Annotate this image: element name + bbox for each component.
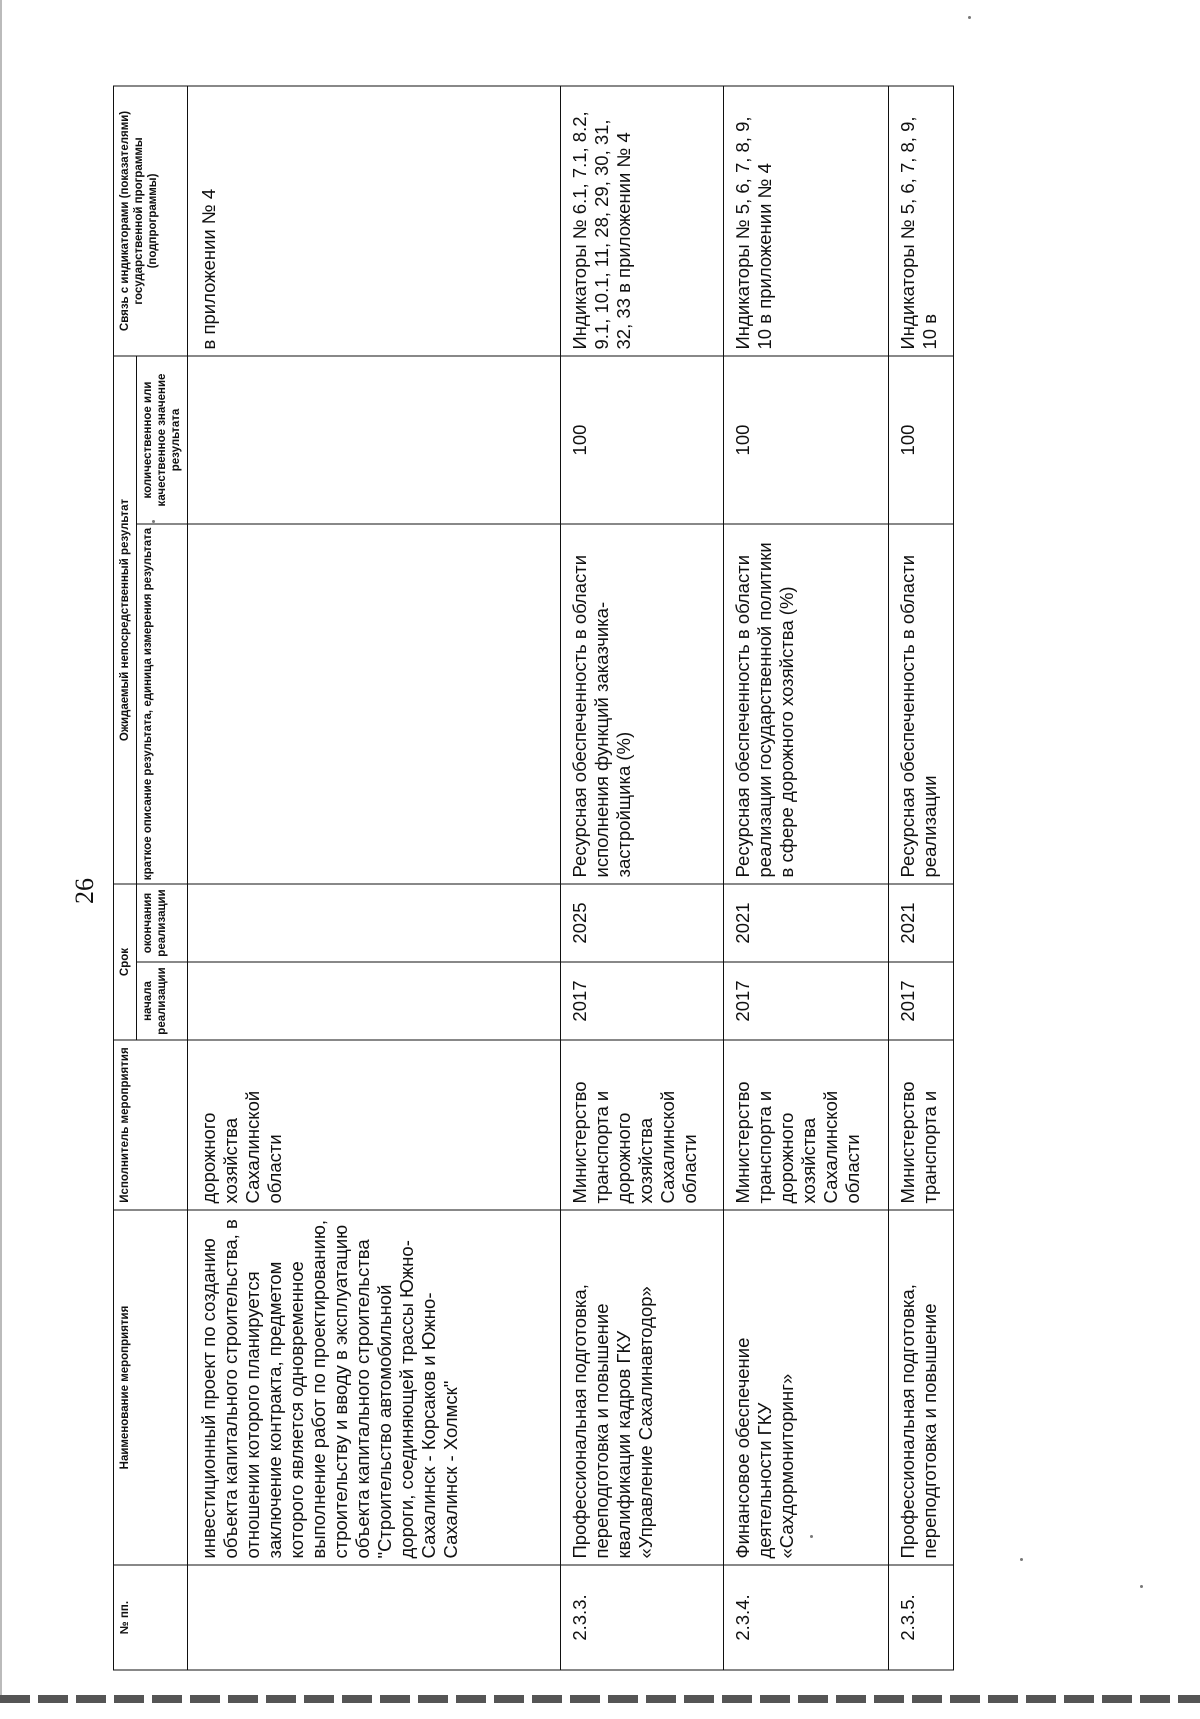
scan-left-edge [0, 0, 2, 1703]
cell-name: Профессиональная подготовка, переподготовка и повышение квалификации кадров ГКУ «Управление Сахалинавтодор» [561, 1210, 724, 1565]
cell-start [188, 962, 561, 1040]
cell-result-value: 100 [889, 356, 954, 524]
cell-link: Индикаторы № 6.1, 7.1, 8.2, 9.1, 10.1, 11, 28, 29, 30, 31, 32, 33 в приложении № 4 [561, 86, 724, 356]
header-name: Наименование мероприятия [114, 1210, 188, 1565]
cell-executor: Министерство транспорта и дорожного хозяйства Сахалинской области [724, 1040, 889, 1210]
header-term-start: начала реализации [137, 962, 188, 1040]
scan-speck [968, 16, 971, 19]
header-num: № пп. [114, 1565, 188, 1670]
cell-start: 2017 [724, 962, 889, 1040]
table-row [561, 86, 724, 1670]
cell-result-value: 100 [561, 356, 724, 524]
cell-result-value [188, 356, 561, 524]
cell-result-desc [188, 524, 561, 884]
cell-result-desc: Ресурсная обеспеченность в области исполнения функций заказчика-застройщика (%) [561, 524, 724, 884]
table-row [724, 86, 889, 1670]
cell-result-value: 100 [724, 356, 889, 524]
rotated-sheet [65, 64, 1105, 1719]
cell-end: 2021 [889, 884, 954, 962]
scan-speck [1140, 1585, 1143, 1588]
cell-executor: Министерство транспорта и [889, 1040, 954, 1210]
header-link: Связь с индикаторами (показателями) государственной программы (подпрограммы) [114, 86, 188, 356]
cell-result-desc: Ресурсная обеспеченность в области реализации государственной политики в сфере дорожного хозяйства (%) [724, 524, 889, 884]
cell-link: Индикаторы № 5, 6, 7, 8, 9, 10 в приложении № 4 [724, 86, 889, 356]
cell-name: инвестиционный проект по созданию объекта капитального строительства, в отношении которого планируется заключение контракта, предметом которого является одновременное выполнение работ по проектированию, строительству и вводу в эксплуатацию объекта капитального строительства "Строительство автомобильной дороги, соединяющей трассы Южно-Сахалинск - Корсаков и Южно-Сахалинск - Холмск" [188, 1210, 561, 1565]
cell-link: в приложении № 4 [188, 86, 561, 356]
cell-num: 2.3.3. [561, 1565, 724, 1670]
header-executor: Исполнитель мероприятия [114, 1040, 188, 1210]
cell-start: 2017 [561, 962, 724, 1040]
cell-executor: Министерство транспорта и дорожного хозяйства Сахалинской области [561, 1040, 724, 1210]
header-term: Срок [114, 884, 137, 1040]
cell-executor: дорожного хозяйства Сахалинской области [188, 1040, 561, 1210]
cell-end: 2021 [724, 884, 889, 962]
cell-num: 2.3.4. [724, 1565, 889, 1670]
cell-end [188, 884, 561, 962]
header-result-desc: краткое описание результата, единица измерения результата [137, 524, 188, 884]
cell-name: Профессиональная подготовка, переподготовка и повышение [889, 1210, 954, 1565]
table-row [188, 86, 561, 1670]
header-result-value: количественное или качественное значение результата [137, 356, 188, 524]
table-row [889, 86, 954, 1670]
measures-table [113, 85, 954, 1670]
header-term-end: окончания реализации [137, 884, 188, 962]
cell-end: 2025 [561, 884, 724, 962]
cell-num: 2.3.5. [889, 1565, 954, 1670]
cell-result-desc: Ресурсная обеспеченность в области реализации [889, 524, 954, 884]
cell-num [188, 1565, 561, 1670]
page-number: 26 [70, 878, 99, 904]
cell-name: Финансовое обеспечение деятельности ГКУ «Сахдормониторинг» [724, 1210, 889, 1565]
cell-start: 2017 [889, 962, 954, 1040]
cell-link: Индикаторы № 5, 6, 7, 8, 9, 10 в [889, 86, 954, 356]
header-result: Ожидаемый непосредственный результат [114, 356, 137, 884]
